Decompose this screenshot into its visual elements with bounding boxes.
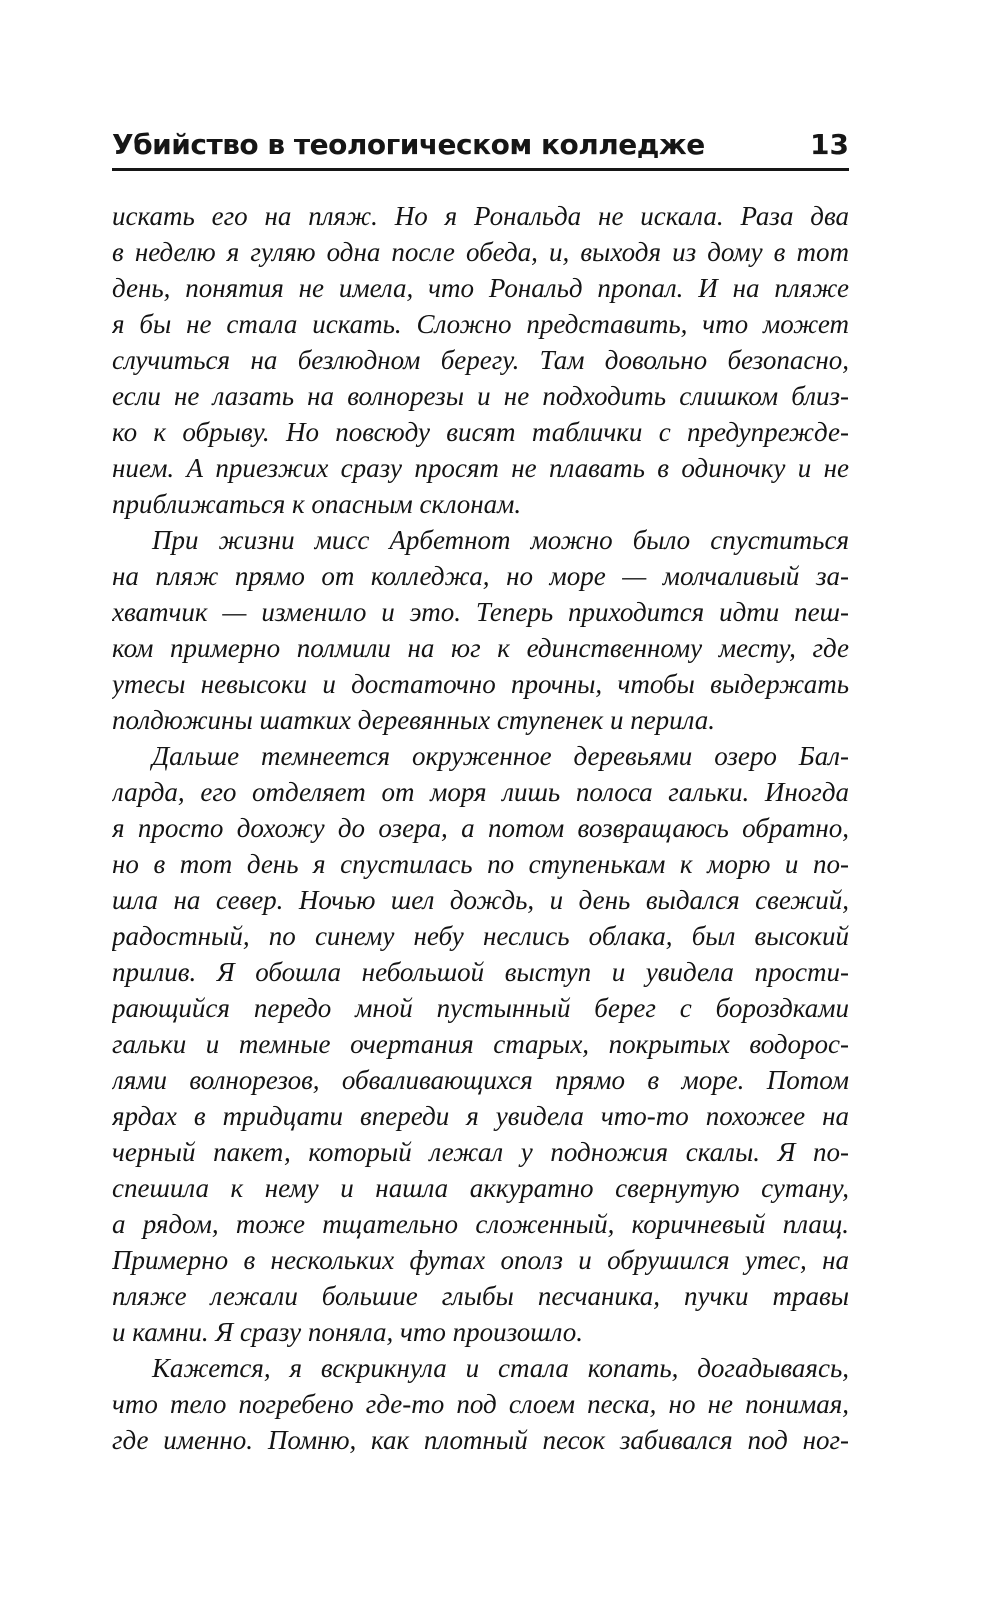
text-line: полдюжины шатких деревянных ступенек и перила. xyxy=(112,705,716,735)
text-line: я просто дохожу до озера, а потом возвращаюсь обратно, xyxy=(112,813,849,843)
text-line: прилив. Я обошла небольшой выступ и увидела прости- xyxy=(112,957,849,987)
text-line: ком примерно полмили на юг к единственному месту, где xyxy=(112,633,849,663)
text-line: искать его на пляж. Но я Рональда не искала. Раза два xyxy=(112,201,849,231)
text-line: утесы невысоки и достаточно прочны, чтобы выдержать xyxy=(112,669,849,699)
text-line: но в тот день я спустилась по ступенькам к морю и по- xyxy=(112,849,849,879)
text-line: день, понятия не имела, что Рональд пропал. И на пляже xyxy=(112,273,849,303)
text-line: гальки и темные очертания старых, покрытых водорос- xyxy=(112,1029,849,1059)
text-line: ко к обрыву. Но повсюду висят таблички с предупрежде- xyxy=(112,417,849,447)
text-line: приближаться к опасным склонам. xyxy=(112,489,522,519)
text-line: Примерно в нескольких футах ополз и обрушился утес, на xyxy=(112,1245,849,1275)
text-line: спешила к нему и нашла аккуратно свернутую сутану, xyxy=(112,1173,849,1203)
text-line: радостный, по синему небу неслись облака, был высокий xyxy=(112,921,849,951)
text-line: шла на север. Ночью шел дождь, и день выдался свежий, xyxy=(112,885,849,915)
text-line: пляже лежали большие глыбы песчаника, пучки травы xyxy=(112,1281,849,1311)
running-header xyxy=(112,128,849,171)
body-text xyxy=(112,198,849,1458)
text-line: а рядом, тоже тщательно сложенный, коричневый плащ. xyxy=(112,1209,849,1239)
text-line: в неделю я гуляю одна после обеда, и, выходя из дому в тот xyxy=(112,237,849,267)
text-line: Кажется, я вскрикнула и стала копать, догадываясь, xyxy=(152,1353,849,1383)
text-line: Дальше темнеется окруженное деревьями озеро Бал- xyxy=(152,741,849,771)
text-line: ларда, его отделяет от моря лишь полоса гальки. Иногда xyxy=(112,777,849,807)
text-line: ярдах в тридцати впереди я увидела что-то похожее на xyxy=(112,1101,849,1131)
text-line: черный пакет, который лежал у подножия скалы. Я по- xyxy=(112,1137,849,1167)
text-line: что тело погребено где-то под слоем песка, но не понимая, xyxy=(112,1389,849,1419)
text-line: и камни. Я сразу поняла, что произошло. xyxy=(112,1317,583,1347)
text-line: если не лазать на волнорезы и не подходить слишком близ- xyxy=(112,381,849,411)
text-line: рающийся передо мной пустынный берег с бороздками xyxy=(112,993,849,1023)
page-number: 13 xyxy=(810,128,849,161)
text-line: где именно. Помню, как плотный песок забивался под ног- xyxy=(112,1425,849,1455)
text-line: нием. А приезжих сразу просят не плавать в одиночку и не xyxy=(112,453,849,483)
text-line: я бы не стала искать. Сложно представить, что может xyxy=(112,309,849,339)
text-line: хватчик — изменило и это. Теперь приходится идти пеш- xyxy=(112,597,849,627)
text-line: случиться на безлюдном берегу. Там довольно безопасно, xyxy=(112,345,849,375)
text-line: на пляж прямо от колледжа, но море — молчаливый за- xyxy=(112,561,849,591)
text-line: При жизни мисс Арбетнот можно было спуститься xyxy=(152,525,849,555)
running-header-title: Убийство в теологическом колледже xyxy=(112,128,705,161)
text-line: лями волнорезов, обваливающихся прямо в море. Потом xyxy=(112,1065,849,1095)
